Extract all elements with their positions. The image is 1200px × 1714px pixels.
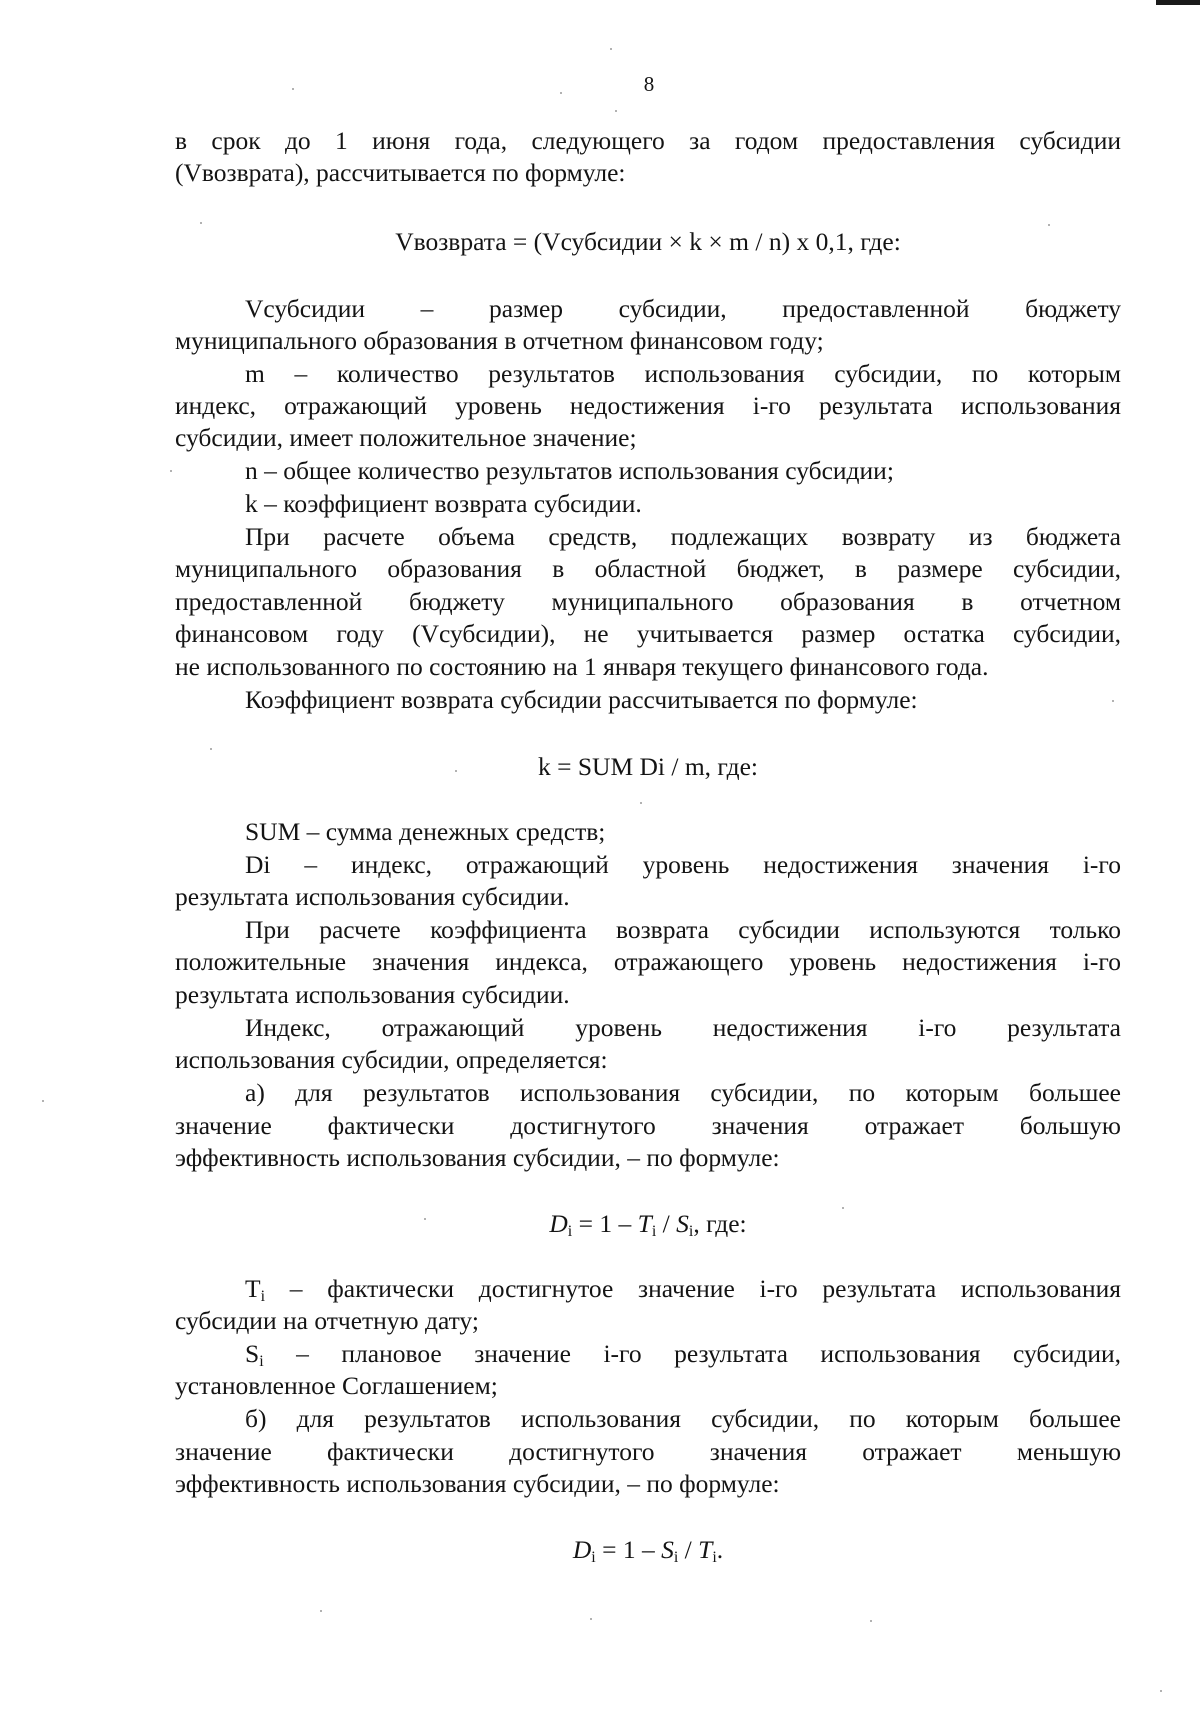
text-line: результата использования субсидии.: [175, 980, 570, 1009]
formula-k: k = SUM Di / m, где:: [537, 752, 758, 781]
scan-speck: [200, 222, 202, 224]
scan-speck: [560, 92, 562, 94]
formula-part: = 1 –: [572, 1209, 638, 1238]
text-line: SUM – сумма денежных средств;: [245, 817, 606, 846]
text-line: При расчете объема средств, подлежащих возврату из бюджета: [245, 522, 1121, 551]
formula-subscript: i: [260, 1288, 266, 1305]
scan-speck: [170, 470, 172, 472]
scan-speck: [590, 1618, 592, 1620]
formula-part: /: [678, 1535, 699, 1564]
text-line: б) для результатов использования субсидии, по которым большее: [245, 1404, 1121, 1433]
text-line: использования субсидии, определяется:: [175, 1045, 608, 1074]
text-line: эффективность использования субсидии, – по формуле:: [175, 1469, 780, 1498]
scan-speck: [455, 770, 457, 772]
formula-symbol: D: [572, 1535, 592, 1564]
formula-d-a: [175, 1208, 1121, 1248]
formula-subscript: i: [673, 1549, 679, 1566]
text-line: k – коэффициент возврата субсидии.: [245, 489, 642, 518]
text-fragment: – плановое значение i-го результата использования субсидии,: [263, 1339, 1121, 1368]
text-line: положительные значения индекса, отражающего уровень недостижения i-го: [175, 947, 1121, 976]
scan-speck: [615, 110, 617, 112]
text-fragment: – фактически достигнутое значение i-го результата использования: [265, 1274, 1121, 1303]
scan-speck: [640, 802, 642, 804]
text-line: индекс, отражающий уровень недостижения i-го результата использования: [175, 391, 1121, 420]
formula-part: , где:: [693, 1209, 747, 1238]
scan-speck: [610, 48, 612, 50]
text-line: При расчете коэффициента возврата субсидии используются только: [245, 915, 1121, 944]
formula-symbol: T: [698, 1535, 713, 1564]
scan-speck: [210, 748, 212, 750]
formula-symbol: S: [661, 1535, 674, 1564]
formula-symbol: D: [549, 1209, 568, 1238]
formula-subscript: i: [688, 1223, 694, 1240]
formula-symbol: T: [637, 1209, 652, 1238]
formula-subscript: i: [567, 1223, 573, 1240]
formula-part: /: [656, 1209, 677, 1238]
scan-speck: [1160, 1690, 1162, 1692]
text-line: m – количество результатов использования субсидии, по которым: [245, 359, 1121, 388]
symbol-s: S: [245, 1339, 260, 1368]
text-line: (Vвозврата), рассчитывается по формуле:: [175, 158, 626, 187]
symbol-t: T: [245, 1274, 261, 1303]
formula-subscript: i: [712, 1549, 717, 1566]
scan-speck: [870, 1620, 872, 1622]
text-line: муниципального образования в отчетном финансовом году;: [175, 326, 824, 355]
text-line: Di – индекс, отражающий уровень недостижения значения i-го: [245, 850, 1121, 879]
page-number: 8: [643, 72, 655, 96]
text-line: предоставленной бюджету муниципального образования в отчетном: [175, 587, 1121, 616]
text-line: установленное Соглашением;: [175, 1371, 498, 1400]
text-line: не использованного по состоянию на 1 января текущего финансового года.: [175, 652, 989, 681]
text-line: субсидии, имеет положительное значение;: [175, 423, 637, 452]
text-line: n – общее количество результатов использования субсидии;: [245, 456, 894, 485]
formula-part: .: [716, 1535, 724, 1564]
scan-edge-mark: [1156, 0, 1200, 5]
formula-part: = 1 –: [595, 1535, 662, 1564]
text-line: Vсубсидии – размер субсидии, предоставленной бюджету: [245, 294, 1121, 323]
text-line: в срок до 1 июня года, следующего за годом предоставления субсидии: [175, 126, 1121, 155]
formula-symbol: S: [676, 1209, 689, 1238]
text-line: а) для результатов использования субсидии, по которым большее: [245, 1078, 1121, 1107]
formula-subscript: i: [259, 1353, 264, 1370]
formula-subscript: i: [591, 1549, 596, 1566]
text-line: субсидии на отчетную дату;: [175, 1306, 479, 1335]
formula-d-b: [175, 1534, 1121, 1574]
scan-speck: [842, 1207, 844, 1209]
text-line: результата использования субсидии.: [175, 882, 570, 911]
text-line: Индекс, отражающий уровень недостижения i-го результата: [245, 1013, 1121, 1042]
text-line: значение фактически достигнутого значения отражает большую: [175, 1111, 1121, 1140]
text-line: муниципального образования в областной бюджет, в размере субсидии,: [175, 554, 1121, 583]
formula-v-return: Vвозврата = (Vсубсидии × k × m / n) x 0,1, где:: [395, 227, 901, 256]
scan-speck: [320, 1610, 322, 1612]
text-line: эффективность использования субсидии, – по формуле:: [175, 1143, 780, 1172]
text-line: Коэффициент возврата субсидии рассчитывается по формуле:: [245, 685, 918, 714]
text-line: финансовом году (Vсубсидии), не учитывается размер остатка субсидии,: [175, 619, 1121, 648]
formula-subscript: i: [651, 1223, 657, 1240]
scan-speck: [1112, 700, 1114, 702]
scan-speck: [42, 1100, 44, 1102]
scan-speck: [292, 88, 294, 90]
scan-speck: [424, 1218, 426, 1220]
scan-speck: [1048, 224, 1050, 226]
text-line: значение фактически достигнутого значения отражает меньшую: [175, 1437, 1121, 1466]
